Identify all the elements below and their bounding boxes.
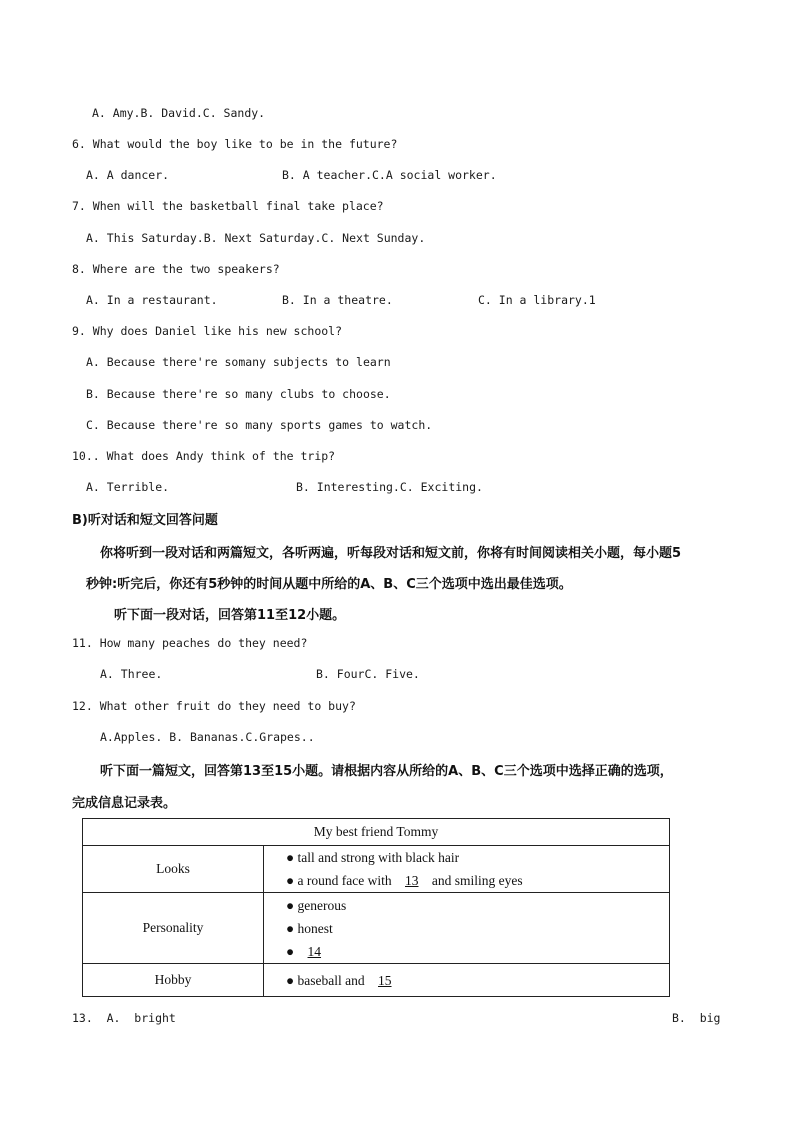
row-label-looks: Looks <box>83 846 264 893</box>
list-item <box>286 969 669 992</box>
q8-option-c: C. In a library.1 <box>478 293 596 307</box>
q6-option-a: A. A dancer. <box>86 168 170 182</box>
row-label-hobby: Hobby <box>83 964 264 997</box>
list-item: ● generous <box>286 897 347 913</box>
question-7: 7. When will the basketball final take place? <box>72 199 384 213</box>
instruction-line-3: 听下面一段对话，回答第11至12小题。 <box>114 608 346 623</box>
instruction-line-5: 完成信息记录表。 <box>72 796 177 811</box>
table-row-looks <box>83 846 670 893</box>
q7-options: A. This Saturday.B. Next Saturday.C. Next Sunday. <box>86 231 426 245</box>
list-item <box>286 869 669 892</box>
q12-options: A.Apples. B. Bananas.C.Grapes.. <box>100 730 315 744</box>
list-item-text: ● a round face with <box>286 873 392 888</box>
q8-option-a: A. In a restaurant. <box>86 293 218 307</box>
list-item-text: ● <box>286 943 295 959</box>
list-item: ● tall and strong with black hair <box>286 850 460 865</box>
question-12: 12. What other fruit do they need to buy? <box>72 699 356 713</box>
q8-option-b: B. In a theatre. <box>282 293 393 307</box>
question-10: 10.. What does Andy think of the trip? <box>72 449 336 463</box>
instruction-line-4: 听下面一篇短文，回答第13至15小题。请根据内容从所给的A、B、C三个选项中选择正确的选项， <box>100 764 673 779</box>
question-11: 11. How many peaches do they need? <box>72 636 308 650</box>
list-item-text: ● baseball and <box>286 972 365 988</box>
list-item <box>286 940 669 963</box>
instruction-line-2: 秒钟:听完后，你还有5秒钟的时间从题中所给的A、B、C三个选项中选出最佳选项。 <box>86 577 572 592</box>
q13-option-b: B. big <box>672 1011 721 1025</box>
q10-option-a: A. Terrible. <box>86 480 170 494</box>
table-title: My best friend Tommy <box>83 819 670 846</box>
row-content-hobby <box>264 964 670 997</box>
instruction-line-1: 你将听到一段对话和两篇短文，各听两遍，听每段对话和短文前，你将有时间阅读相关小题，每小题5 <box>100 546 682 561</box>
table-row-hobby <box>83 964 670 997</box>
q6-option-bc: B. A teacher.C.A social worker. <box>282 168 497 182</box>
table-row-personality <box>83 893 670 964</box>
info-record-table <box>82 818 670 997</box>
q9-option-c: C. Because there're so many sports games to watch. <box>86 418 433 432</box>
blank-15: 15 <box>378 972 392 988</box>
question-9: 9. Why does Daniel like his new school? <box>72 324 343 338</box>
q11-option-a: A. Three. <box>100 667 163 681</box>
q5-options: A. Amy.B. David.C. Sandy. <box>92 106 266 120</box>
list-item-text: and smiling eyes <box>431 873 523 888</box>
q9-option-a: A. Because there're somany subjects to learn <box>86 355 391 369</box>
row-content-personality <box>264 893 670 964</box>
section-b-heading: B)听对话和短文回答问题 <box>72 513 218 528</box>
q10-option-bc: B. Interesting.C. Exciting. <box>296 480 483 494</box>
row-content-looks <box>264 846 670 893</box>
blank-14: 14 <box>307 943 322 959</box>
question-6: 6. What would the boy like to be in the future? <box>72 137 398 151</box>
blank-13: 13 <box>405 873 419 888</box>
row-label-personality: Personality <box>83 893 264 964</box>
q13-option-a: 13. A. bright <box>72 1011 176 1025</box>
q11-option-bc: B. FourC. Five. <box>316 667 420 681</box>
q9-option-b: B. Because there're so many clubs to choose. <box>86 387 391 401</box>
list-item: ● honest <box>286 920 333 936</box>
question-8: 8. Where are the two speakers? <box>72 262 280 276</box>
